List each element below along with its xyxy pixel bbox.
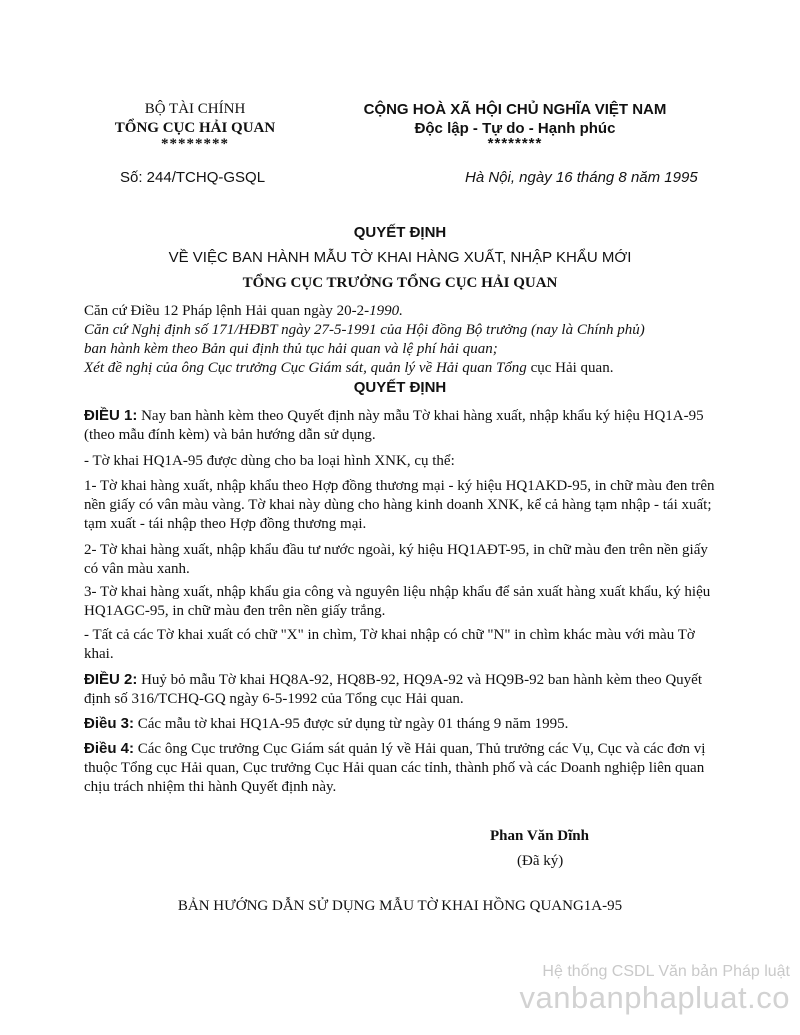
article-4-text: Các ông Cục trưởng Cục Giám sát quản lý về Hải quan, Thủ trưởng các Vụ, Cục và các đơn vị thuộc Tổng cục Hải quan, Cục trưởng Cục Hải quan các tỉnh, thành phố và các Doanh nghiệp liên quan chịu trách nhiệm thi hành Quyết định này. bbox=[84, 741, 706, 795]
preamble-line-3: ban hành kèm theo Bản qui định thủ tục hải quan và lệ phí hải quan; bbox=[84, 341, 498, 357]
preamble-line-2: Căn cứ Nghị định số 171/HĐBT ngày 27-5-1991 của Hội đồng Bộ trưởng (nay là Chính phủ) bbox=[84, 322, 645, 338]
decision-subject: VỀ VIỆC BAN HÀNH MẪU TỜ KHAI HÀNG XUẤT, NHẬP KHẨU MỚI bbox=[168, 249, 632, 266]
article-1-item-1: 1- Tờ khai hàng xuất, nhập khẩu theo Hợp đồng thương mại - ký hiệu HQ1AKD-95, in chữ màu đen trên nền giấy có vân màu vàng. Tờ khai này dùng cho hàng kinh doanh XNK, kể cả hàng tạm nhập - tái xuất; tạm xuất - tái nhập theo Hợp đồng thương mại. bbox=[84, 478, 715, 532]
article-3-text: Các mẫu tờ khai HQ1A-95 được sử dụng từ ngày 01 tháng 9 năm 1995. bbox=[134, 716, 569, 732]
preamble bbox=[84, 302, 744, 378]
national-motto: Độc lập - Tự do - Hạnh phúc bbox=[414, 120, 616, 137]
article-3 bbox=[84, 714, 724, 734]
decide-heading: QUYẾT ĐỊNH bbox=[353, 379, 447, 396]
article-2 bbox=[84, 670, 724, 709]
article-1-label: ĐIỀU 1: bbox=[84, 407, 138, 424]
department-name: TỔNG CỤC HẢI QUAN bbox=[114, 120, 276, 136]
preamble-line-1-text: Căn cứ Điều 12 Pháp lệnh Hải quan ngày 20-2- bbox=[84, 303, 370, 319]
article-1-intro: - Tờ khai HQ1A-95 được dùng cho ba loại hình XNK, cụ thể: bbox=[84, 453, 455, 469]
article-4 bbox=[84, 739, 724, 797]
preamble-line-4-italic: Xét đề nghị của ông Cục trưởng Cục Giám sát, quản lý về Hải quan Tổng bbox=[84, 360, 527, 376]
issuing-authority: TỔNG CỤC TRƯỞNG TỔNG CỤC HẢI QUAN bbox=[242, 275, 558, 291]
preamble-line-1-year: 1990. bbox=[369, 303, 403, 319]
country-name: CỘNG HOÀ XÃ HỘI CHỦ NGHĨA VIỆT NAM bbox=[363, 101, 667, 118]
article-1-item-3: 3- Tờ khai hàng xuất, nhập khẩu gia công và nguyên liệu nhập khẩu để sản xuất hàng xuất khẩu, ký hiệu HQ1AGC-95, in chữ màu đen trên nền giấy trắng. bbox=[84, 584, 711, 619]
article-1-note: - Tất cả các Tờ khai xuất có chữ "X" in chìm, Tờ khai nhập có chữ "N" in chìm khác màu với màu Tờ khai. bbox=[84, 627, 695, 662]
motto-stars: ******** bbox=[487, 135, 543, 152]
national-title-block bbox=[345, 100, 685, 150]
article-2-text: Huỷ bỏ mẫu Tờ khai HQ8A-92, HQ8B-92, HQ9A-92 và HQ9B-92 ban hành kèm theo Quyết định số 316/TCHQ-GQ ngày 6-5-1992 của Tổng cục Hải quan. bbox=[84, 672, 702, 707]
article-1-item-2: 2- Tờ khai hàng xuất, nhập khẩu đầu tư nước ngoài, ký hiệu HQ1AĐT-95, in chữ màu đen trên nền giấy có vân màu xanh. bbox=[84, 542, 708, 577]
ministry-name: BỘ TÀI CHÍNH bbox=[144, 101, 246, 117]
decision-title: QUYẾT ĐỊNH bbox=[353, 224, 447, 241]
preamble-line-4 bbox=[84, 359, 744, 378]
signer-name: Phan Văn Dĩnh bbox=[490, 828, 589, 844]
watermark-site: vanbanphapluat.co bbox=[519, 980, 790, 1015]
issuing-agency-block bbox=[95, 100, 295, 150]
agency-stars: ******** bbox=[161, 136, 229, 152]
preamble-line-1 bbox=[84, 302, 744, 321]
article-1 bbox=[84, 406, 724, 445]
document-number: Số: 244/TCHQ-GSQL bbox=[120, 169, 266, 186]
article-4-label: Điều 4: bbox=[84, 740, 135, 757]
preamble-line-4-normal: cục Hải quan. bbox=[526, 360, 614, 376]
place-and-date: Hà Nội, ngày 16 tháng 8 năm 1995 bbox=[465, 169, 698, 186]
article-3-label: Điều 3: bbox=[84, 715, 135, 732]
article-2-label: ĐIỀU 2: bbox=[84, 671, 138, 688]
article-1-text: Nay ban hành kèm theo Quyết định này mẫu Tờ khai hàng xuất, nhập khẩu ký hiệu HQ1A-95 (theo mẫu đính kèm) và bản hướng dẫn sử dụng. bbox=[84, 408, 704, 443]
watermark-caption: Hệ thống CSDL Văn bản Pháp luật bbox=[542, 963, 790, 980]
annex-title: BẢN HƯỚNG DẪN SỬ DỤNG MẪU TỜ KHAI HỒNG QUANG1A-95 bbox=[177, 898, 623, 914]
signature-status: (Đã ký) bbox=[517, 853, 564, 869]
